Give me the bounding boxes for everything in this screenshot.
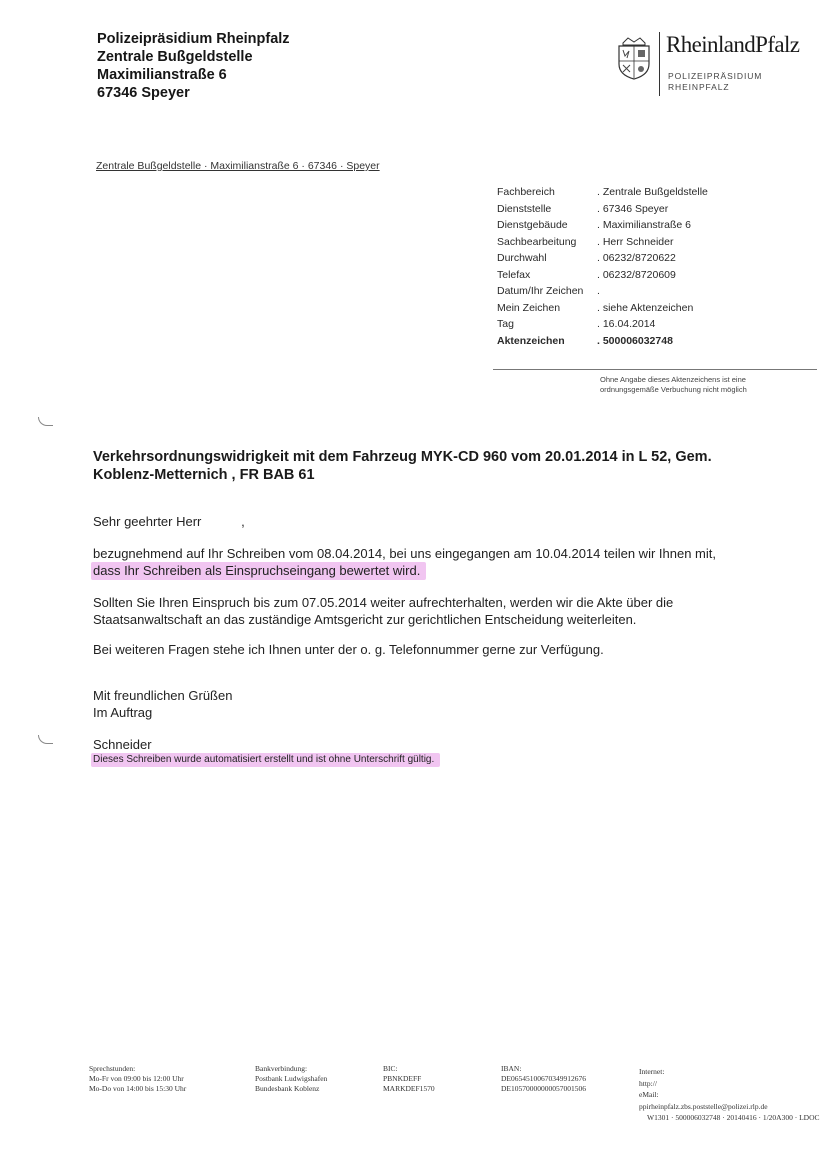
info-value: . 500006032748 bbox=[597, 334, 673, 347]
sender-address bbox=[97, 30, 290, 102]
return-address: Zentrale Bußgeldstelle · Maximilianstraße 6 · 67346 · Speyer bbox=[96, 160, 380, 172]
footer-title: Bankverbindung: bbox=[255, 1064, 308, 1073]
footer-text: Postbank Ludwigshafen bbox=[255, 1074, 328, 1083]
logo-subtitle-line: POLIZEIPRÄSIDIUM bbox=[668, 71, 763, 81]
info-label: Dienstgebäude bbox=[497, 219, 568, 231]
footer-title: IBAN: bbox=[501, 1064, 522, 1073]
info-label: Mein Zeichen bbox=[497, 301, 561, 314]
paragraph-line bbox=[93, 563, 716, 580]
info-value: . Maximilianstraße 6 bbox=[597, 219, 691, 231]
info-value: . 67346 Speyer bbox=[597, 202, 669, 215]
subject-text: Koblenz-Metternich , FR BAB 61 bbox=[93, 467, 315, 483]
rlp-logo bbox=[613, 30, 808, 96]
paragraph-line: Bei weiteren Fragen stehe ich Ihnen unter der o. g. Telefonnummer gerne zur Verfügung. bbox=[93, 642, 604, 657]
salutation: Sehr geehrter Herr , bbox=[93, 514, 245, 529]
info-value: . 06232/8720609 bbox=[597, 268, 676, 281]
footer-email-link[interactable]: ppirheinpfalz.zbs.poststelle@polizei.rlp.de bbox=[639, 1101, 768, 1111]
info-label: Durchwahl bbox=[497, 252, 547, 264]
logo-divider bbox=[659, 32, 660, 96]
paragraph-line: Staatsanwaltschaft an das zuständige Amtsgericht zur gerichtlichen Entscheidung weiterleiten. bbox=[93, 611, 637, 627]
footer-text: Mo-Fr von 09:00 bis 12:00 Uhr bbox=[89, 1074, 184, 1083]
footer-text: Mo-Do von 14:00 bis 15:30 Uhr bbox=[89, 1084, 187, 1093]
paragraph bbox=[93, 642, 604, 659]
footer-text: PBNKDEFF bbox=[383, 1074, 422, 1083]
info-divider bbox=[493, 369, 817, 370]
signature-name: Schneider bbox=[93, 737, 152, 752]
footer-title: eMail: bbox=[639, 1090, 659, 1099]
info-label: Telefax bbox=[497, 268, 531, 281]
info-value: . bbox=[597, 285, 600, 297]
footer-title: BIC: bbox=[383, 1064, 398, 1073]
info-value: . Herr Schneider bbox=[597, 235, 674, 248]
highlighted-text: dass Ihr Schreiben als Einspruchseingang bewertet wird. bbox=[91, 562, 426, 580]
punch-mark bbox=[38, 417, 53, 426]
automation-note bbox=[93, 754, 440, 765]
reference-note bbox=[600, 375, 747, 395]
footer-iban bbox=[501, 1064, 586, 1094]
footer-text: DE06545100670349912676 bbox=[501, 1074, 586, 1083]
footer-text: Bundesbank Koblenz bbox=[255, 1084, 320, 1093]
reference-note-line: Ohne Angabe dieses Aktenzeichens ist eine bbox=[600, 375, 746, 384]
highlighted-text: Dieses Schreiben wurde automatisiert erstellt und ist ohne Unterschrift gültig. bbox=[91, 753, 440, 767]
paragraph bbox=[93, 595, 673, 628]
info-value: . 06232/8720622 bbox=[597, 252, 676, 264]
footer-title: Sprechstunden: bbox=[89, 1064, 136, 1073]
closing bbox=[93, 688, 232, 721]
footer-title: Internet: bbox=[639, 1067, 665, 1076]
info-label: Tag bbox=[497, 318, 514, 330]
punch-mark bbox=[38, 735, 53, 744]
closing-line: Im Auftrag bbox=[93, 704, 153, 720]
footer-text: DE10570000000057001506 bbox=[501, 1084, 586, 1093]
subject-line bbox=[93, 448, 712, 484]
closing-line: Mit freundlichen Grüßen bbox=[93, 688, 233, 703]
info-label: Fachbereich bbox=[497, 186, 555, 198]
footer-bic bbox=[383, 1064, 435, 1094]
sender-line: Polizeipräsidium Rheinpfalz bbox=[97, 31, 290, 47]
logo-wordmark: RheinlandPfalz bbox=[666, 32, 800, 57]
footer-reference: W1301 · 500006032748 · 20140416 · 1/20A300 · LDOC bbox=[647, 1113, 820, 1122]
info-label: Dienststelle bbox=[497, 202, 552, 215]
sender-line: 67346 Speyer bbox=[97, 85, 190, 101]
info-value: . Zentrale Bußgeldstelle bbox=[597, 186, 708, 198]
footer-office-hours bbox=[89, 1064, 186, 1094]
info-value: . siehe Aktenzeichen bbox=[597, 301, 694, 314]
footer-contact bbox=[639, 1066, 820, 1124]
paragraph-line: Sollten Sie Ihren Einspruch bis zum 07.05.2014 weiter aufrechterhalten, werden wir die Akte über die bbox=[93, 595, 674, 610]
sender-line: Maximilianstraße 6 bbox=[97, 67, 227, 83]
paragraph-line: bezugnehmend auf Ihr Schreiben vom 08.04.2014, bei uns eingegangen am 10.04.2014 teilen wir Ihnen mit, bbox=[93, 546, 716, 561]
info-label: Aktenzeichen bbox=[497, 334, 565, 347]
sender-line: Zentrale Bußgeldstelle bbox=[97, 49, 253, 65]
logo-subtitle bbox=[668, 71, 762, 93]
info-label: Sachbearbeitung bbox=[497, 235, 577, 248]
info-label: Datum/Ihr Zeichen bbox=[497, 285, 584, 297]
footer-bank bbox=[255, 1064, 327, 1094]
logo-subtitle-line: RHEINPFALZ bbox=[668, 82, 730, 92]
reference-note-line: ordnungsgemäße Verbuchung nicht möglich bbox=[600, 385, 747, 394]
coat-of-arms-icon bbox=[616, 34, 652, 80]
paragraph bbox=[93, 546, 716, 579]
info-value: . 16.04.2014 bbox=[597, 318, 656, 330]
footer-text: MARKDEF1570 bbox=[383, 1084, 435, 1093]
footer-link[interactable]: http:// bbox=[639, 1078, 657, 1088]
subject-text: Verkehrsordnungswidrigkeit mit dem Fahrzeug MYK-CD 960 vom 20.01.2014 in L 52, Gem. bbox=[93, 449, 712, 465]
